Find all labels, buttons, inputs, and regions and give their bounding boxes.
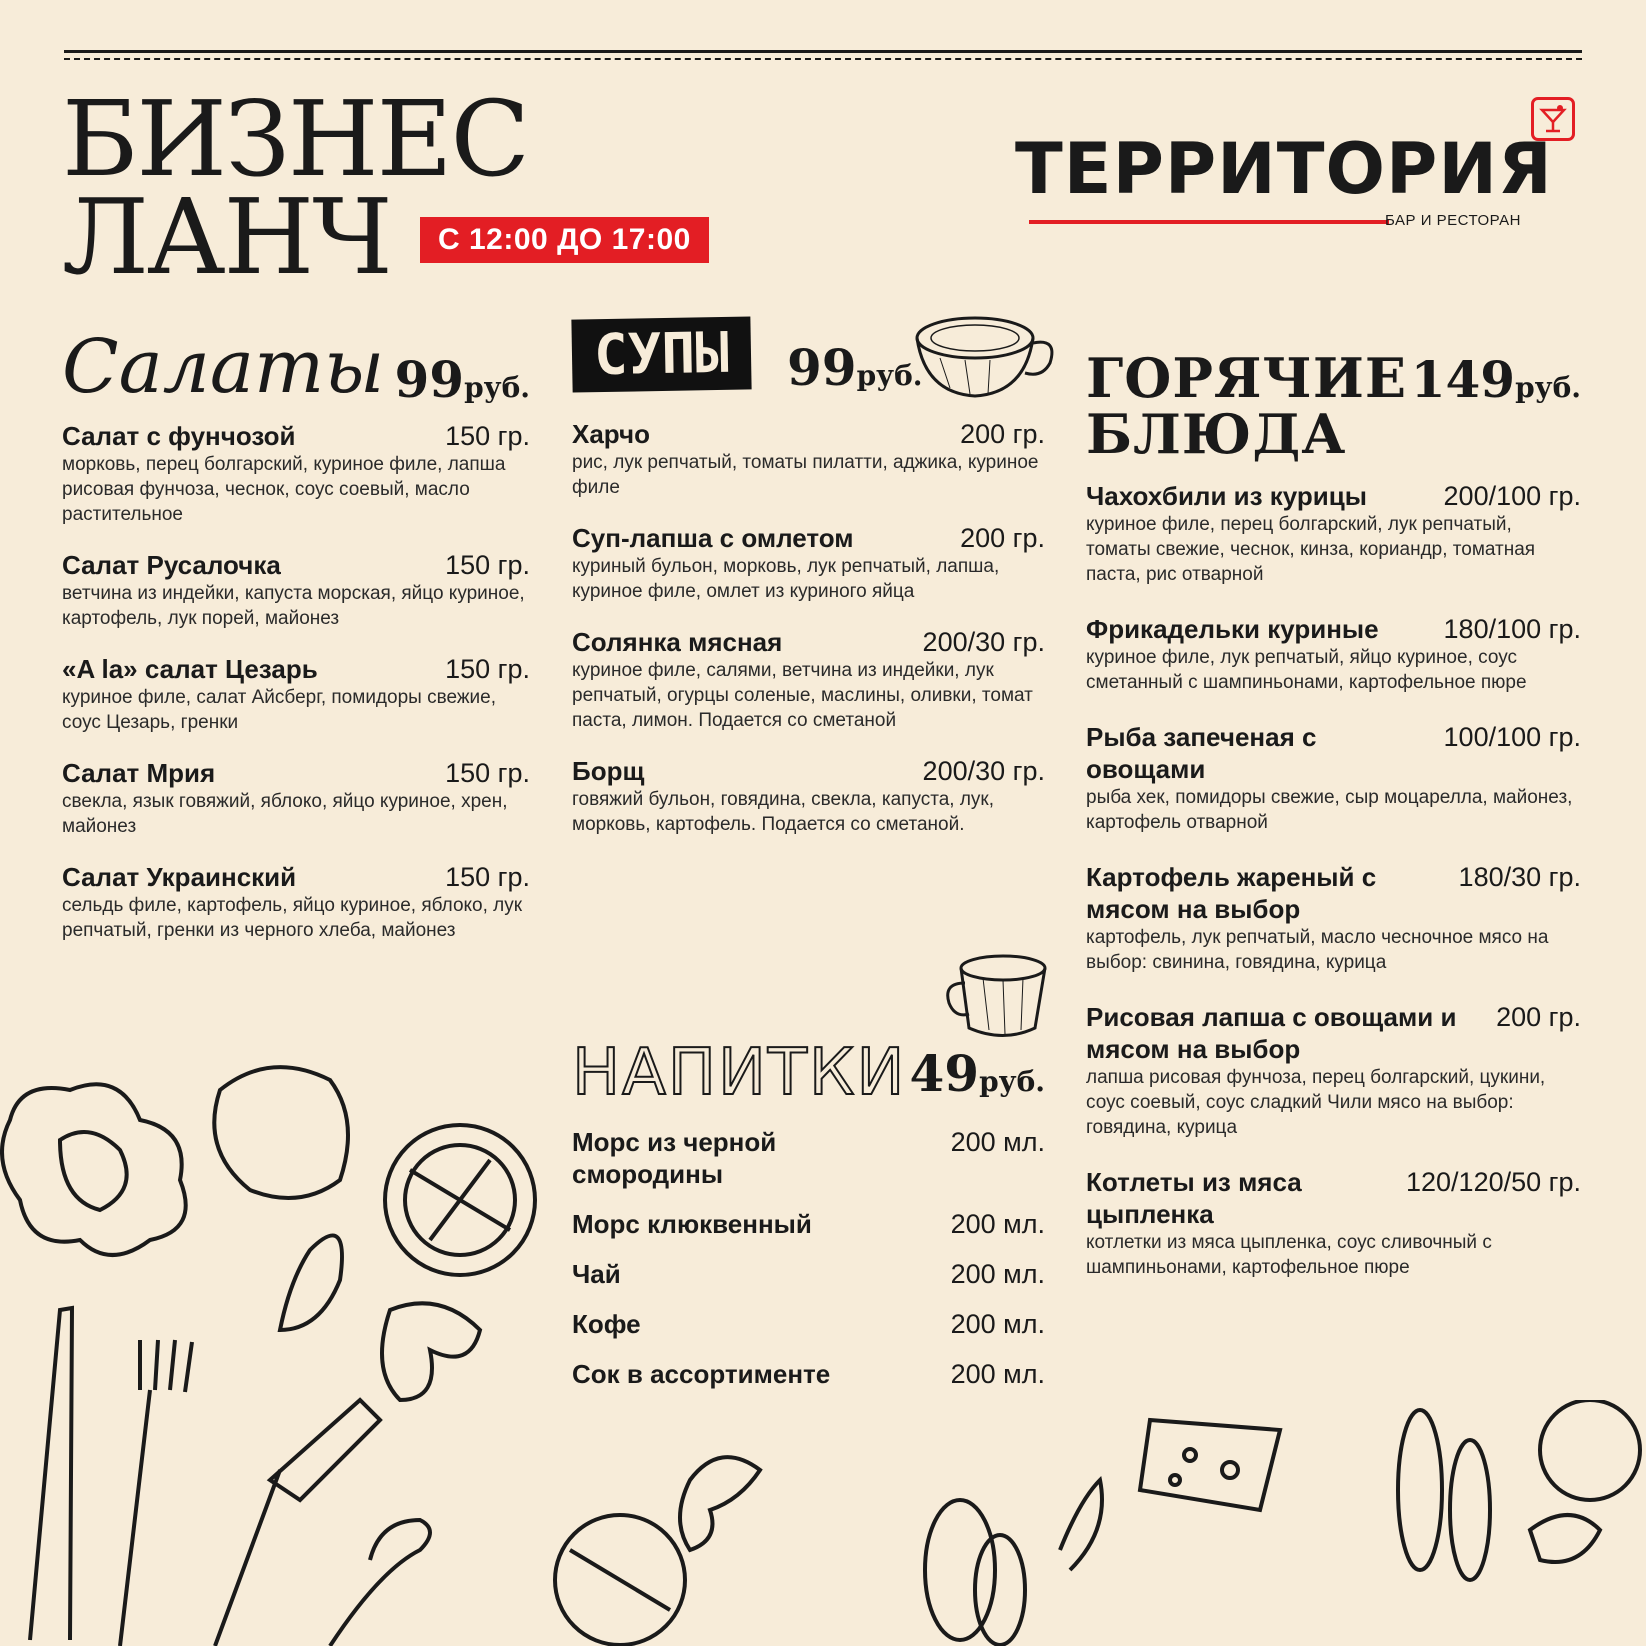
drinks-header xyxy=(572,1036,1045,1126)
food-sketch-left xyxy=(0,1050,560,1646)
drink-item-name: Сок в ассортименте xyxy=(572,1359,831,1389)
menu-item-row xyxy=(1086,1001,1581,1065)
drinks-section xyxy=(572,1036,1045,1408)
menu-item-description: сельдь филе, картофель, яйцо куриное, яблоко, лук репчатый, гренки из черного хлеба, майонез xyxy=(62,895,523,941)
menu-item xyxy=(62,861,530,943)
menu-item-description: рис, лук репчатый, томаты пилатти, аджика, куриное филе xyxy=(572,452,1039,498)
salads-section xyxy=(62,320,530,963)
menu-item-name: Фрикадельки куриные xyxy=(1086,614,1379,644)
drink-item-volume: 200 мл. xyxy=(950,1259,1045,1289)
soups-price-value: 99 xyxy=(787,338,857,397)
menu-item-name: Картофель жареный с мясом на выбор xyxy=(1086,862,1377,924)
menu-item-name: Салат Русалочка xyxy=(62,550,281,580)
menu-item-name: Рисовая лапша с овощами и мясом на выбор xyxy=(1086,1002,1457,1064)
hot-title-line-1: ГОРЯЧИЕ xyxy=(1086,346,1408,410)
menu-item-description: лапша рисовая фунчоза, перец болгарский, цукини, соус соевый, соус сладкий Чили мясо на выбор: говядина, курица xyxy=(1086,1067,1546,1138)
soups-title: СУПЫ xyxy=(571,316,751,392)
menu-item-weight: 150 гр. xyxy=(445,862,530,892)
menu-item xyxy=(62,549,530,631)
menu-item-description: куриное филе, салат Айсберг, помидоры свежие, соус Цезарь, гренки xyxy=(62,687,496,733)
menu-item xyxy=(1086,861,1581,975)
menu-item-weight: 200 гр. xyxy=(1496,1002,1581,1032)
menu-item-row xyxy=(572,522,1045,554)
soups-header xyxy=(572,318,1045,418)
menu-item xyxy=(572,755,1045,837)
menu-item xyxy=(572,418,1045,500)
menu-item xyxy=(572,522,1045,604)
drink-item xyxy=(572,1308,1045,1340)
menu-item-row xyxy=(1086,613,1581,645)
logo-name: ТЕРРИТОРИЯ xyxy=(1015,128,1553,210)
drink-item-volume: 200 мл. xyxy=(950,1359,1045,1389)
hot-currency: руб. xyxy=(1515,371,1581,404)
soups-currency: руб. xyxy=(856,359,923,392)
logo-subtitle: БАР И РЕСТОРАН xyxy=(1385,212,1521,229)
menu-item xyxy=(1086,1001,1581,1140)
menu-item-row xyxy=(572,755,1045,787)
hours-badge: С 12:00 ДО 17:00 xyxy=(420,217,709,263)
menu-item xyxy=(1086,1166,1581,1280)
drink-item xyxy=(572,1358,1045,1390)
soups-section xyxy=(572,318,1045,857)
menu-item-description: куриный бульон, морковь, лук репчатый, лапша, куриное филе, омлет из куриного яйца xyxy=(572,556,1000,602)
menu-item xyxy=(62,653,530,735)
menu-item-row xyxy=(62,861,530,893)
drink-item xyxy=(572,1126,1045,1190)
hot-title-line-2: БЛЮДА xyxy=(1086,402,1347,466)
menu-item-weight: 200/30 гр. xyxy=(922,627,1045,657)
cup-icon xyxy=(943,948,1053,1048)
hot-list xyxy=(1086,480,1581,1280)
menu-item-weight: 180/100 гр. xyxy=(1443,614,1581,644)
drink-item-name: Чай xyxy=(572,1259,621,1289)
menu-item-description: ветчина из индейки, капуста морская, яйцо куриное, картофель, лук порей, майонез xyxy=(62,583,525,629)
menu-item-row xyxy=(62,757,530,789)
menu-item-name: Котлеты из мяса цыпленка xyxy=(1086,1167,1302,1229)
title-line-2: ЛАНЧ xyxy=(62,176,391,298)
salads-currency: руб. xyxy=(464,371,530,404)
menu-item-row xyxy=(1086,861,1581,925)
menu-item xyxy=(1086,721,1581,835)
menu-item-name: Салат Мрия xyxy=(62,758,216,788)
menu-item xyxy=(572,626,1045,733)
logo xyxy=(1015,128,1590,238)
menu-item-name: Чахохбили из курицы xyxy=(1086,481,1367,511)
menu-item-name: Борщ xyxy=(572,756,645,786)
menu-item xyxy=(62,420,530,527)
salads-header xyxy=(62,320,530,420)
drink-item-volume: 200 мл. xyxy=(950,1127,1045,1157)
drinks-price xyxy=(909,1044,1045,1103)
menu-item-description: говяжий бульон, говядина, свекла, капуста, лук, морковь, картофель. Подается со сметаной. xyxy=(572,789,995,835)
menu-item xyxy=(1086,613,1581,695)
menu-item-row xyxy=(572,418,1045,450)
salads-title: Салаты xyxy=(62,324,385,410)
title-line-1: БИЗНЕС xyxy=(62,78,529,200)
drink-item-name: Кофе xyxy=(572,1309,641,1339)
menu-item-row xyxy=(1086,721,1581,785)
soups-price xyxy=(787,338,923,397)
drinks-currency: руб. xyxy=(979,1065,1045,1098)
menu-item-description: котлетки из мяса цыпленка, соус сливочный с шампиньонами, картофельное пюре xyxy=(1086,1232,1492,1278)
drink-item xyxy=(572,1258,1045,1290)
menu-item-description: куриное филе, перец болгарский, лук репчатый, томаты свежие, чеснок, кинза, кориандр, томатная паста, рис отварной xyxy=(1086,514,1536,585)
drinks-list xyxy=(572,1126,1045,1390)
menu-item-description: рыба хек, помидоры свежие, сыр моцарелла, майонез, картофель отварной xyxy=(1086,787,1573,833)
menu-item-row xyxy=(1086,1166,1581,1230)
menu-item-weight: 200/100 гр. xyxy=(1443,481,1581,511)
menu-item-weight: 150 гр. xyxy=(445,758,530,788)
drink-item-name: Морс клюквенный xyxy=(572,1209,812,1239)
salads-price-value: 99 xyxy=(394,350,465,409)
menu-item-description: морковь, перец болгарский, куриное филе, лапша рисовая фунчоза, чеснок, соус соевый, масло растительное xyxy=(62,454,506,525)
hot-section xyxy=(1086,346,1581,1300)
soup-bowl-icon xyxy=(910,308,1060,408)
menu-item-description: свекла, язык говяжий, яблоко, яйцо куриное, хрен, майонез xyxy=(62,791,508,837)
hot-price-value: 149 xyxy=(1410,350,1516,409)
soups-list xyxy=(572,418,1045,837)
drinks-price-value: 49 xyxy=(909,1044,980,1103)
menu-item-name: «A la» салат Цезарь xyxy=(62,654,318,684)
hot-header xyxy=(1086,346,1581,480)
salads-price xyxy=(394,350,530,409)
menu-item-row xyxy=(62,420,530,452)
drink-item-volume: 200 мл. xyxy=(950,1209,1045,1239)
menu-item-weight: 180/30 гр. xyxy=(1458,862,1581,892)
menu-item xyxy=(62,757,530,839)
cocktail-icon xyxy=(1531,97,1575,141)
drink-item-name: Морс из черной смородины xyxy=(572,1127,777,1189)
top-dashed-rule xyxy=(64,58,1582,60)
menu-item-row xyxy=(572,626,1045,658)
menu-item-weight: 150 гр. xyxy=(445,550,530,580)
drinks-title: НАПИТКИ xyxy=(572,1036,907,1110)
menu-item-row xyxy=(62,653,530,685)
menu-item-weight: 150 гр. xyxy=(445,421,530,451)
drink-item-volume: 200 мл. xyxy=(950,1309,1045,1339)
drink-item xyxy=(572,1208,1045,1240)
menu-item-row xyxy=(1086,480,1581,512)
menu-item-weight: 200 гр. xyxy=(960,419,1045,449)
menu-item-weight: 150 гр. xyxy=(445,654,530,684)
menu-item-description: куриное филе, лук репчатый, яйцо куриное, соус сметанный с шампиньонами, картофельное пюре xyxy=(1086,647,1527,693)
menu-item-name: Солянка мясная xyxy=(572,627,783,657)
menu-item-name: Суп-лапша с омлетом xyxy=(572,523,854,553)
menu-item-weight: 200 гр. xyxy=(960,523,1045,553)
salads-list xyxy=(62,420,530,943)
menu-item-weight: 120/120/50 гр. xyxy=(1406,1167,1581,1197)
logo-underline xyxy=(1029,220,1389,224)
menu-item-name: Рыба запеченая с овощами xyxy=(1086,722,1317,784)
menu-item-row xyxy=(62,549,530,581)
menu-item-name: Харчо xyxy=(572,419,651,449)
menu-item xyxy=(1086,480,1581,587)
menu-item-name: Салат Украинский xyxy=(62,862,297,892)
menu-item-description: куриное филе, салями, ветчина из индейки, лук репчатый, огурцы соленые, маслины, оливки, томат паста, лимон. Подается со сметаной xyxy=(572,660,1033,731)
food-sketch-bottom xyxy=(540,1400,1646,1646)
menu-item-weight: 200/30 гр. xyxy=(922,756,1045,786)
menu-item-name: Салат с фунчозой xyxy=(62,421,296,451)
menu-item-weight: 100/100 гр. xyxy=(1443,722,1581,752)
menu-item-description: картофель, лук репчатый, масло чесночное мясо на выбор: свинина, говядина, курица xyxy=(1086,927,1549,973)
hot-price xyxy=(1411,350,1581,409)
top-rule xyxy=(64,50,1582,53)
